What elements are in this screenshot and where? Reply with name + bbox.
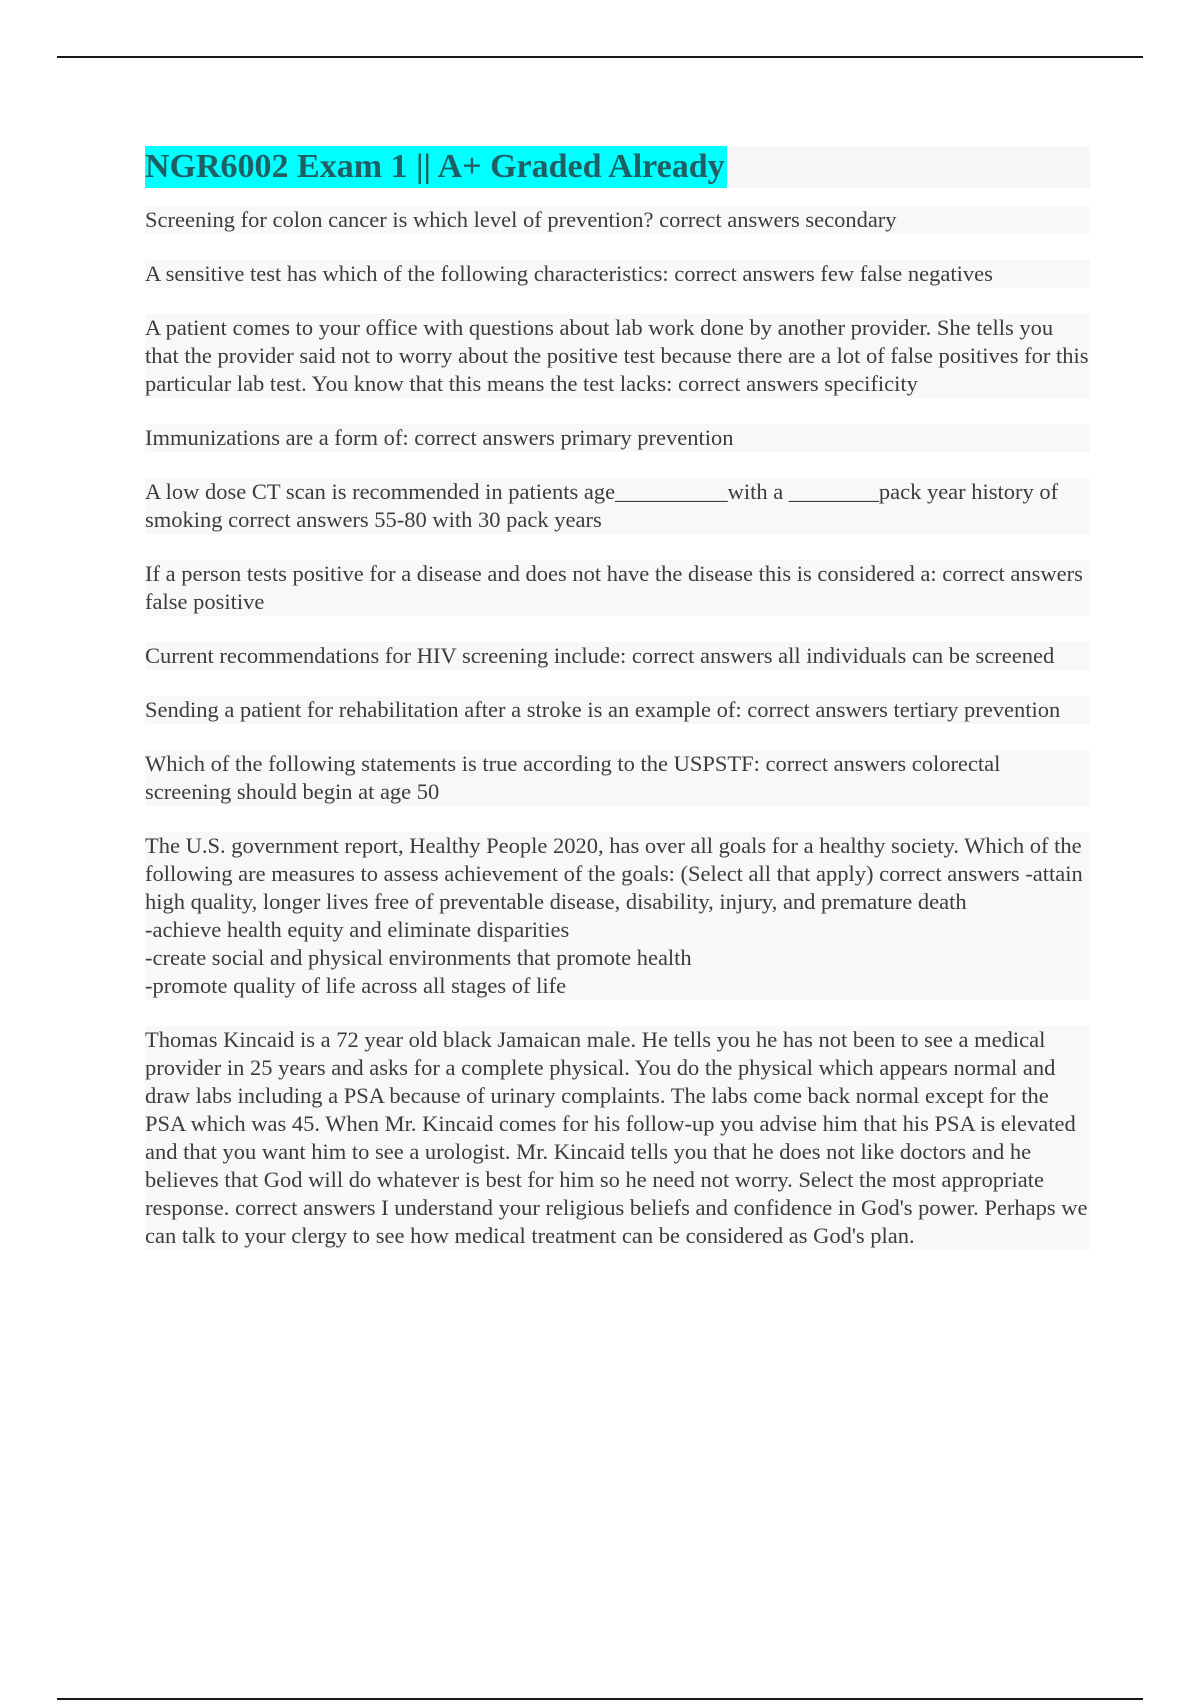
qa-item-8: Sending a patient for rehabilitation after a stroke is an example of: correct answers tertiary prevention xyxy=(145,696,1090,724)
qa-item-1: Screening for colon cancer is which level of prevention? correct answers secondary xyxy=(145,206,1090,234)
qa-item-2: A sensitive test has which of the following characteristics: correct answers few false negatives xyxy=(145,260,1090,288)
qa-item-4: Immunizations are a form of: correct answers primary prevention xyxy=(145,424,1090,452)
qa-item-5: A low dose CT scan is recommended in patients age__________with a ________pack year history of smoking correct answers 55-80 with 30 pack years xyxy=(145,478,1090,534)
qa-item-11: Thomas Kincaid is a 72 year old black Jamaican male. He tells you he has not been to see a medical provider in 25 years and asks for a complete physical. You do the physical which appears normal and draw labs including a PSA because of urinary complaints. The labs come back normal except for the PSA which was 45. When Mr. Kincaid comes for his follow-up you advise him that his PSA is elevated and that you want him to see a urologist. Mr. Kincaid tells you that he does not like doctors and he believes that God will do whatever is best for him so he need not worry. Select the most appropriate response. correct answers I understand your religious beliefs and confidence in God's power. Perhaps we can talk to your clergy to see how medical treatment can be considered as God's plan. xyxy=(145,1027,1094,1248)
document-title: NGR6002 Exam 1 || A+ Graded Already xyxy=(145,146,727,188)
qa-item-3: A patient comes to your office with questions about lab work done by another provider. She tells you that the provider said not to worry about the positive test because there are a lot of false positives for this particular lab test. You know that this means the test lacks: correct answers specificity xyxy=(145,315,1095,396)
qa-item-9: Which of the following statements is true according to the USPSTF: correct answers colorectal screening should begin at age 50 xyxy=(145,750,1090,806)
top-rule xyxy=(57,56,1143,58)
qa-item-7: Current recommendations for HIV screening include: correct answers all individuals can be screened xyxy=(145,642,1090,670)
qa-item-6: If a person tests positive for a disease and does not have the disease this is considered a: correct answers false positive xyxy=(145,561,1089,614)
qa-item-10: The U.S. government report, Healthy People 2020, has over all goals for a healthy society. Which of the following are measures to assess achievement of the goals: (Select all that apply) correct answers -attain high quality, longer lives free of preventable disease, disability, injury, and premature death -achieve health equity and eliminate disparities -create social and physical environments that promote health -promote quality of life across all stages of life xyxy=(145,832,1090,1000)
title-bar xyxy=(145,146,1090,188)
document-body xyxy=(145,146,1095,1276)
